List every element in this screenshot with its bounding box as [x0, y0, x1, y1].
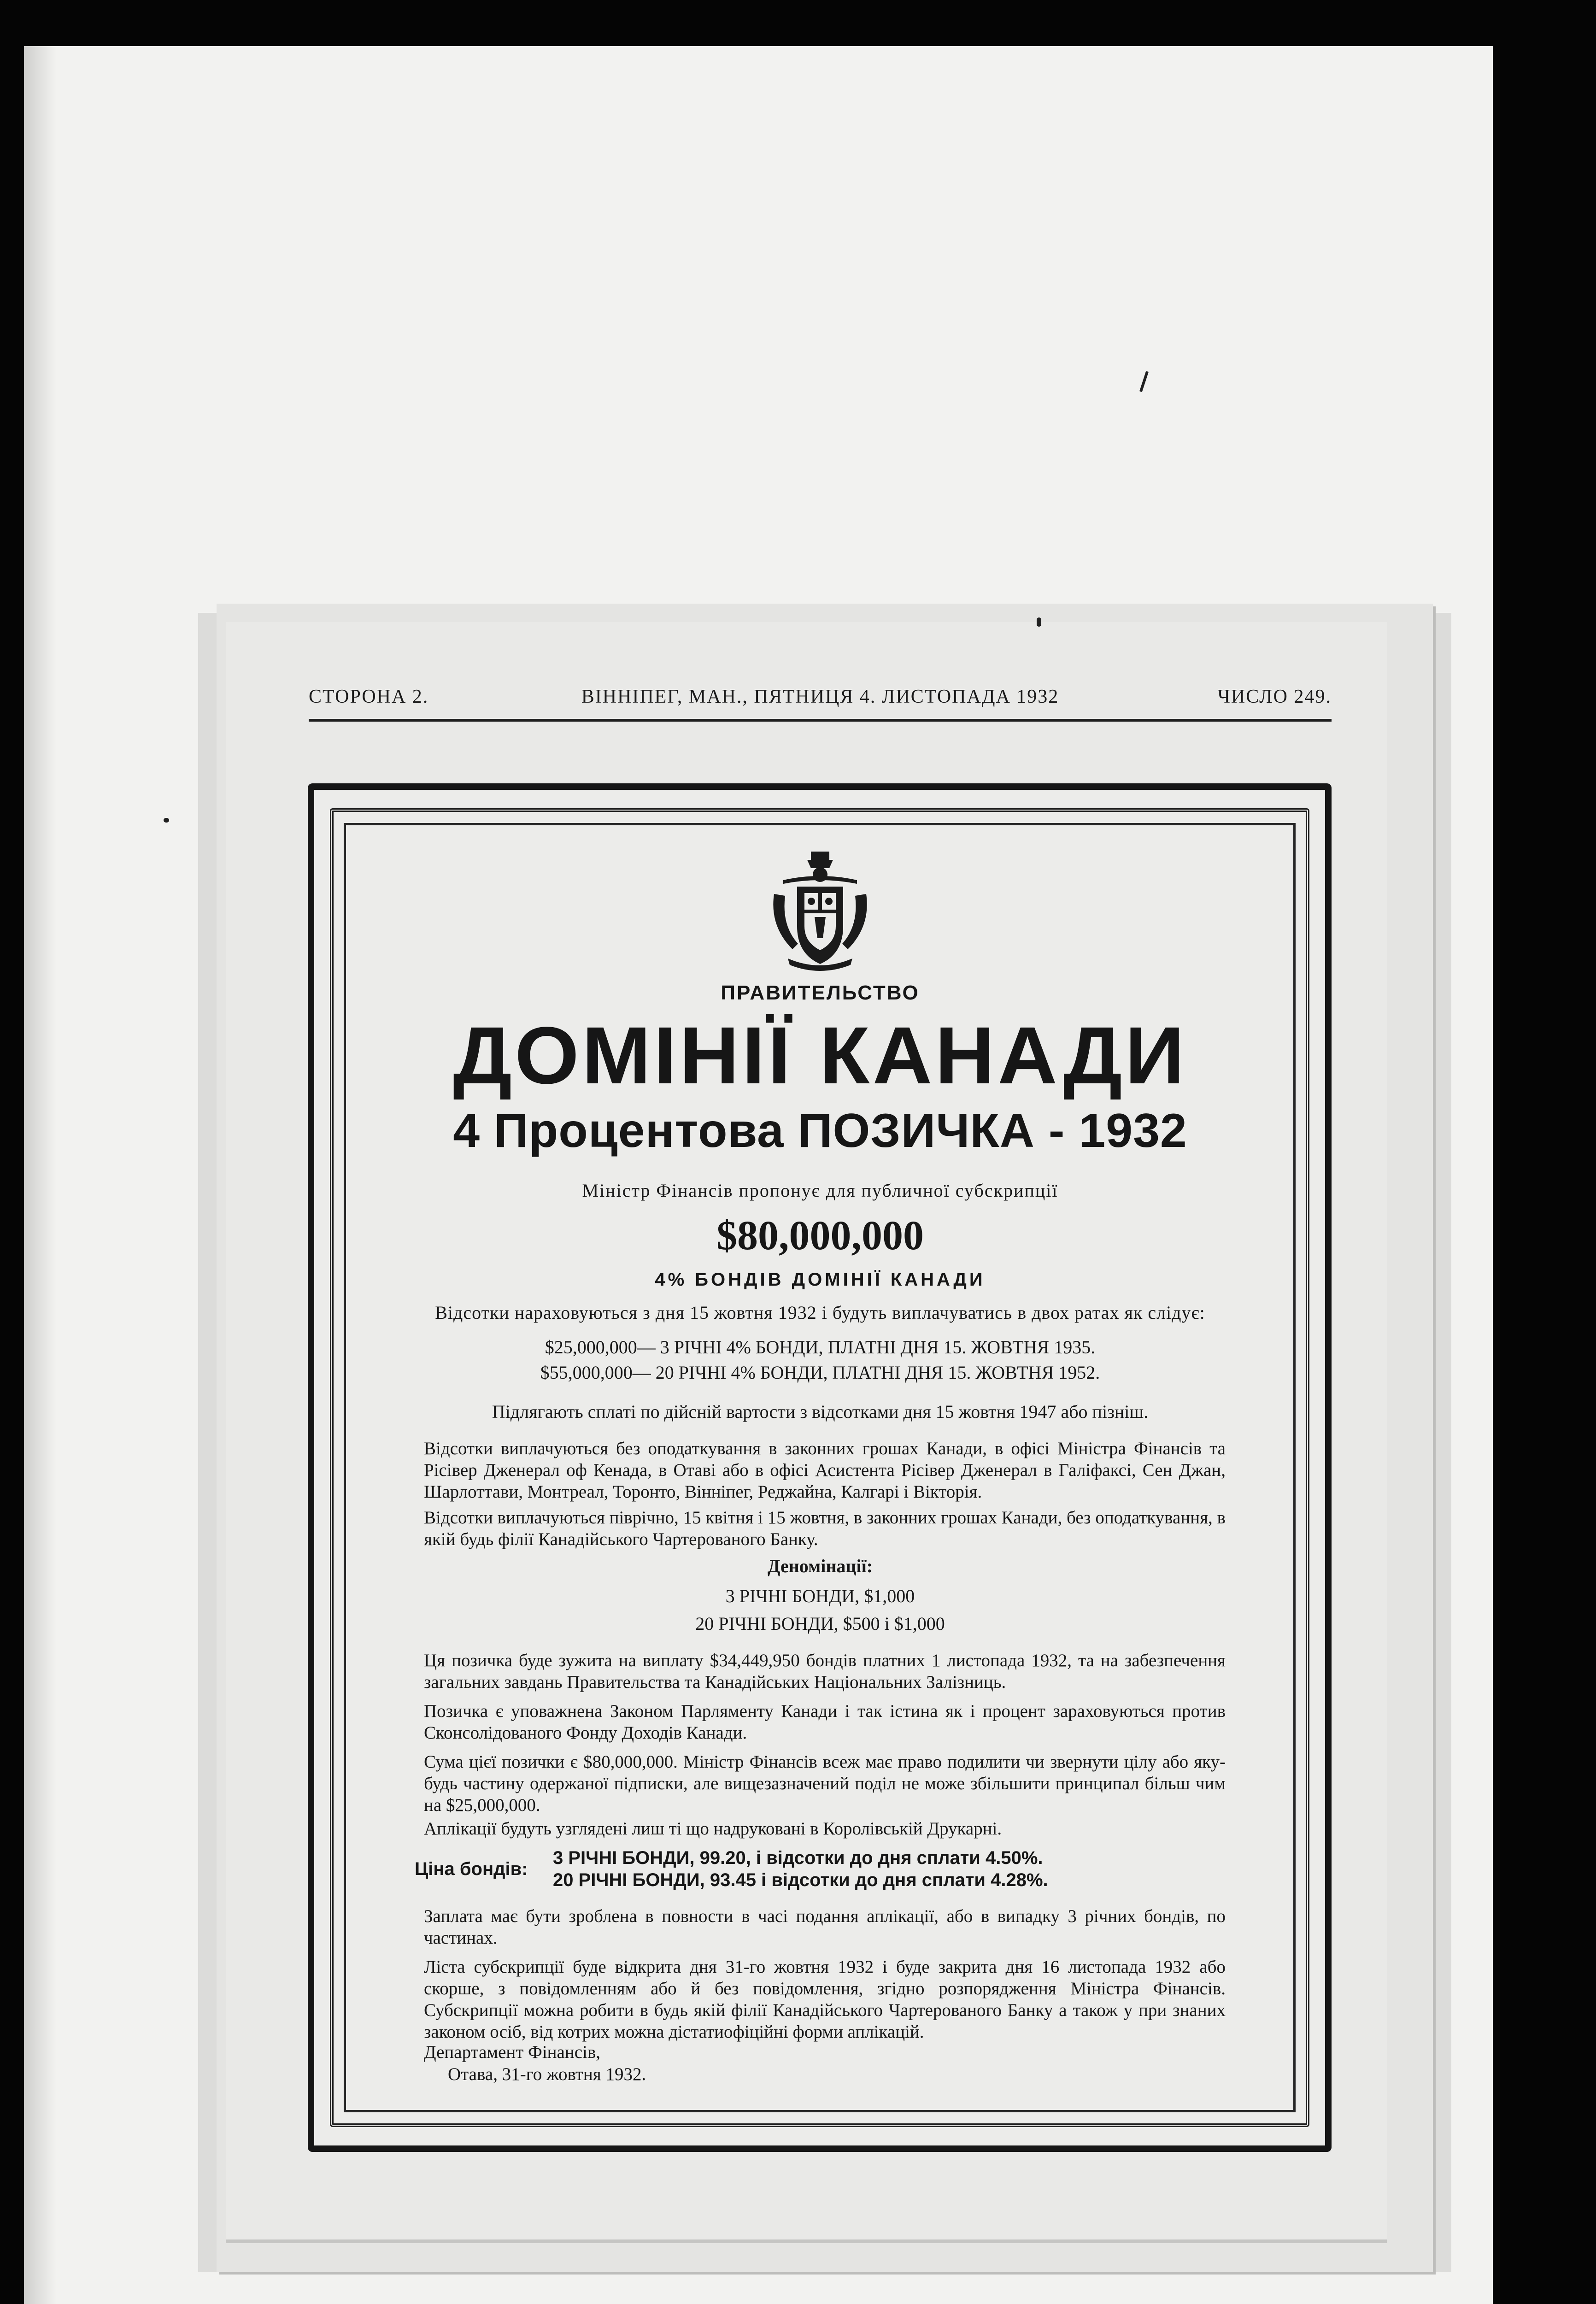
ad-title: ДОМІНІЇ КАНАДИ	[453, 1011, 1187, 1101]
price-label: Ціна бондів:	[415, 1859, 528, 1879]
price-list	[553, 1847, 1048, 1891]
government-label: ПРАВИТЕЛЬСТВО	[721, 982, 920, 1004]
paragraph-tax-free: Відсотки виплачуються без оподаткування в законних грошах Канади, в офісі Міністра Фінансів та Рісівер Дженерал оф Кенада, в Отаві або в офісі Асистента Рісівер Дженерал в Галіфаксі, Сен Джан, Шарлоттави, Монтреал, Торонто, Вінніпег, Реджайна, Калгарі і Вікторія.	[424, 1439, 1226, 1502]
paragraph-authorized: Позичка є уповажнена Законом Парляменту Канади і так істина як і процент зараховуються против Сконсолідованого Фонду Доходів Канади.	[424, 1701, 1226, 1743]
page-number: СТОРОНА 2.	[309, 686, 429, 707]
signature-block	[424, 2041, 646, 2086]
frame-edge-shading	[24, 46, 56, 2304]
bonds-heading: 4% БОНДІВ ДОМІНІЇ КАНАДИ	[655, 1270, 986, 1290]
masthead-rule	[309, 719, 1332, 722]
interest-line: Відсотки нараховуються з дня 15 жовтня 1932 і будуть виплачуватись в двох ратах як слідує:	[435, 1302, 1205, 1323]
bond-prices	[415, 1847, 1226, 1898]
film-speck	[1037, 617, 1041, 627]
issue-number: ЧИСЛО 249.	[1217, 686, 1332, 707]
paragraph-semiannual: Відсотки виплачуються піврічно, 15 квітня і 15 жовтня, в законних грошах Канади, без оподаткування, в якій будь філії Канадійського Чартерованого Банку.	[424, 1508, 1226, 1549]
series-line: $25,000,000— 3 РІЧНІ 4% БОНДИ, ПЛАТНІ ДНЯ 15. ЖОВТНЯ 1935.	[545, 1337, 1096, 1358]
paragraph-sum: Сума цієї позички є $80,000,000. Міністр Фінансів всеж має право подилити чи звернути цілу або яку-будь частину одержаної підписки, але вищезазначений поділ не може збільшити принципал більш чим на $25,000,000.	[424, 1752, 1226, 1815]
paragraph-payment: Заплата має бути зроблена в повности в часі подання аплікації, або в випадку 3 річних бондів, по частинах.	[424, 1906, 1226, 1948]
price-line: 20 РІЧНІ БОНДИ, 93.45 і відсотки до дня сплати 4.28%.	[553, 1870, 1048, 1890]
denomination-line: 20 РІЧНІ БОНДИ, $500 і $1,000	[695, 1613, 945, 1634]
dateline: ВІННІПЕГ, МАН., ПЯТНИЦЯ 4. ЛИСТОПАДА 1932	[581, 686, 1059, 707]
denominations-heading: Деномінації:	[767, 1556, 873, 1576]
minister-offer: Міністр Фінансів пропонує для публичної субскрипції	[582, 1180, 1058, 1201]
denomination-line: 3 РІЧНІ БОНДИ, $1,000	[725, 1586, 915, 1606]
signature-department: Департамент Фінансів,	[424, 2042, 601, 2062]
series-line: $55,000,000— 20 РІЧНІ 4% БОНДИ, ПЛАТНІ ДНЯ 15. ЖОВТНЯ 1952.	[540, 1362, 1100, 1383]
coat-of-arms-icon	[765, 848, 875, 972]
loan-advertisement	[350, 820, 1290, 2101]
film-speck	[164, 818, 169, 823]
ad-subtitle: 4 Процентова ПОЗИЧКА - 1932	[453, 1104, 1187, 1158]
loan-amount: $80,000,000	[716, 1213, 924, 1258]
price-line: 3 РІЧНІ БОНДИ, 99.20, і відсотки до дня сплати 4.50%.	[553, 1848, 1043, 1868]
signature-place-date: Отава, 31-го жовтня 1932.	[448, 2064, 646, 2084]
paragraph-applications: Аплікації будуть узглядені лиш ті що надруковані в Королівській Друкарні.	[424, 1819, 1002, 1839]
paragraph-subscription: Ліста субскрипції буде відкрита дня 31-го жовтня 1932 і буде закрита дня 16 листопада 1932 або скорше, з повідомленням або й без повідомлення, згідно розпорядження Міністра Фінансів. Субскрипції можна робити в будь якій філії Канадійського Чартерованого Банку а також у при знаних законом осіб, від котрих можна дістатиофіційні форми аплікацій.	[424, 1957, 1226, 2042]
paragraph-use: Ця позичка буде зужита на виплату $34,449,950 бондів платних 1 листопада 1932, та на забезпечення загальних завдань Правительства та Канадійських Національних Залізниць.	[424, 1651, 1226, 1692]
masthead	[309, 686, 1332, 713]
callable-note: Підлягають сплаті по дійсній вартости з відсотками дня 15 жовтня 1947 або пізніш.	[492, 1401, 1149, 1422]
